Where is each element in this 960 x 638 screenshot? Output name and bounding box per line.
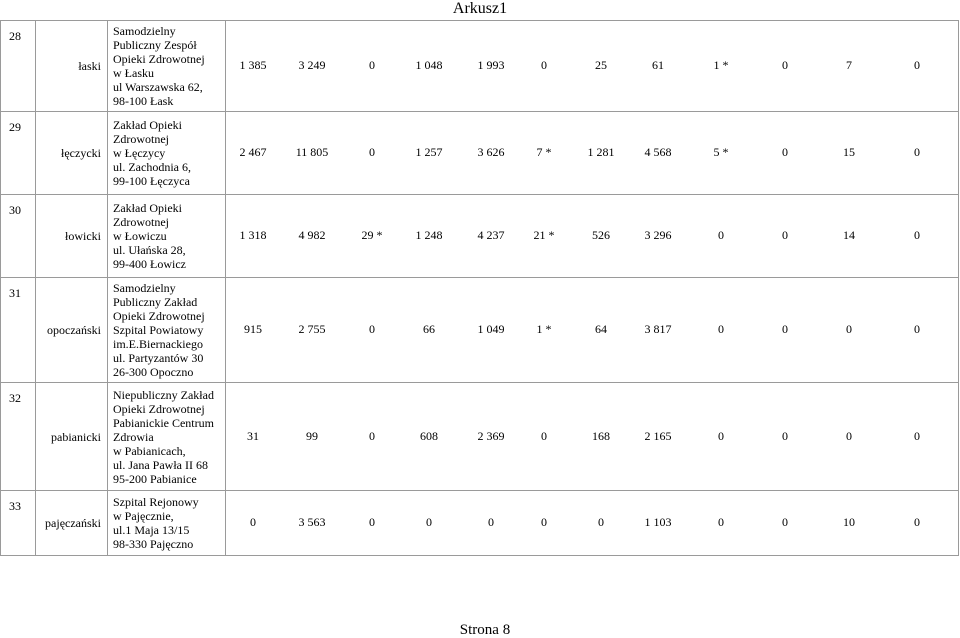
value-1: 31	[247, 428, 259, 443]
values-row	[226, 515, 958, 531]
value-12: 0	[914, 515, 920, 529]
value-9: 0	[718, 228, 724, 242]
value-11: 15	[843, 145, 855, 159]
value-5: 0	[488, 515, 494, 529]
address-line: Pabianickie Centrum	[113, 415, 214, 430]
value-4: 0	[426, 515, 432, 529]
value-6: 0	[541, 515, 547, 529]
value-7: 526	[592, 228, 610, 242]
address-line: Zdrowotnej	[113, 132, 169, 146]
value-11: 0	[846, 322, 852, 336]
value-4: 1 257	[415, 145, 443, 159]
value-6: 21 *	[533, 228, 555, 242]
address-line: Szpital Rejonowy	[113, 495, 199, 509]
value-9: 1 *	[713, 58, 729, 72]
values-row	[226, 429, 958, 445]
address-line: w Pajęcznie,	[113, 509, 174, 523]
value-3: 0	[369, 515, 375, 529]
page-footer: Strona 8	[459, 622, 511, 638]
values-cell	[226, 112, 959, 195]
address-line: Zdrowia	[113, 429, 154, 444]
value-2: 3 249	[298, 58, 326, 72]
address-line: 99-100 Łęczyca	[113, 174, 190, 188]
value-11: 10	[843, 515, 855, 529]
powiat-name: opoczański	[36, 278, 108, 383]
value-5: 1 993	[477, 58, 505, 72]
address-line: Szpital Powiatowy	[113, 323, 204, 337]
value-12: 0	[914, 145, 920, 159]
value-2: 2 755	[298, 322, 326, 336]
value-1: 915	[244, 322, 262, 336]
powiat-name: łęczycki	[36, 112, 108, 195]
table-row	[1, 112, 959, 195]
data-table	[0, 20, 959, 556]
address-line: ul. Ułańska 28,	[113, 243, 186, 257]
value-10: 0	[782, 515, 788, 529]
address-line: ul. Jana Pawła II 68	[113, 457, 208, 472]
value-12: 0	[914, 322, 920, 336]
value-12: 0	[914, 58, 920, 72]
value-11: 7	[846, 58, 852, 72]
address-line: Publiczny Zakład	[113, 295, 198, 309]
values-row	[226, 145, 958, 161]
value-8: 61	[652, 58, 664, 72]
value-5: 4 237	[477, 228, 505, 242]
value-10: 0	[782, 322, 788, 336]
facility-address	[108, 383, 226, 491]
values-row	[226, 228, 958, 244]
address-line: ul. Partyzantów 30	[113, 351, 204, 365]
values-row	[226, 58, 958, 74]
value-7: 0	[598, 515, 604, 529]
table-row	[1, 195, 959, 278]
value-6: 0	[541, 428, 547, 443]
value-3: 0	[369, 322, 375, 336]
value-4: 66	[423, 322, 435, 336]
value-6: 7 *	[536, 145, 552, 159]
facility-address	[108, 491, 226, 556]
value-4: 608	[420, 428, 438, 443]
table-row	[1, 278, 959, 383]
address-line: im.E.Biernackiego	[113, 337, 203, 351]
address-line: Zdrowotnej	[113, 215, 169, 229]
value-2: 4 982	[298, 228, 326, 242]
values-cell	[226, 195, 959, 278]
row-number: 28	[1, 21, 36, 112]
values-row	[226, 322, 958, 338]
value-3: 0	[369, 428, 375, 443]
table-row	[1, 21, 959, 112]
value-9: 0	[718, 322, 724, 336]
value-3: 0	[369, 145, 375, 159]
value-11: 14	[843, 228, 855, 242]
value-6: 0	[541, 58, 547, 72]
values-cell	[226, 278, 959, 383]
address-line: 26-300 Opoczno	[113, 365, 194, 379]
value-1: 1 385	[239, 58, 267, 72]
address-line: Zakład Opieki	[113, 201, 182, 215]
value-11: 0	[846, 428, 852, 443]
facility-address	[108, 278, 226, 383]
values-cell	[226, 383, 959, 491]
value-12: 0	[914, 228, 920, 242]
address-line: Publiczny Zespół	[113, 38, 197, 52]
value-1: 1 318	[239, 228, 267, 242]
address-line: 95-200 Pabianice	[113, 471, 197, 486]
facility-address	[108, 21, 226, 112]
value-8: 1 103	[644, 515, 672, 529]
address-line: ul.1 Maja 13/15	[113, 523, 190, 537]
address-line: Samodzielny	[113, 281, 176, 295]
row-number: 32	[1, 383, 36, 491]
address-line: Opieki Zdrowotnej	[113, 401, 205, 416]
row-number: 33	[1, 491, 36, 556]
value-10: 0	[782, 58, 788, 72]
value-1: 0	[250, 515, 256, 529]
powiat-name: pajęczański	[36, 491, 108, 556]
value-7: 1 281	[587, 145, 615, 159]
value-8: 4 568	[644, 145, 672, 159]
address-line: w Łasku	[113, 66, 154, 80]
value-5: 3 626	[477, 145, 505, 159]
address-line: ul Warszawska 62,	[113, 80, 203, 94]
value-10: 0	[782, 145, 788, 159]
row-number: 30	[1, 195, 36, 278]
address-line: Opieki Zdrowotnej	[113, 309, 205, 323]
value-3: 0	[369, 58, 375, 72]
value-1: 2 467	[239, 145, 267, 159]
value-7: 25	[595, 58, 607, 72]
value-10: 0	[782, 228, 788, 242]
address-line: Opieki Zdrowotnej	[113, 52, 205, 66]
address-line: w Pabianicach,	[113, 443, 186, 458]
value-10: 0	[782, 428, 788, 443]
address-line: 99-400 Łowicz	[113, 257, 186, 271]
row-number: 31	[1, 278, 36, 383]
address-line: 98-330 Pajęczno	[113, 537, 194, 551]
address-line: Samodzielny	[113, 24, 176, 38]
address-line: 98-100 Łask	[113, 94, 174, 108]
values-cell	[226, 21, 959, 112]
value-3: 29 *	[361, 228, 383, 242]
row-number: 29	[1, 112, 36, 195]
value-8: 3 817	[644, 322, 672, 336]
powiat-name: łowicki	[36, 195, 108, 278]
value-2: 99	[306, 428, 318, 443]
address-line: ul. Zachodnia 6,	[113, 160, 191, 174]
value-4: 1 248	[415, 228, 443, 242]
value-9: 0	[718, 515, 724, 529]
value-7: 168	[592, 428, 610, 443]
values-cell	[226, 491, 959, 556]
value-7: 64	[595, 322, 607, 336]
powiat-name: pabianicki	[36, 383, 108, 491]
address-line: Niepubliczny Zakład	[113, 387, 214, 402]
sheet-title: Arkusz1	[452, 0, 508, 17]
value-12: 0	[914, 428, 920, 443]
value-8: 2 165	[644, 428, 672, 443]
value-2: 11 805	[295, 145, 329, 159]
value-5: 2 369	[477, 428, 505, 443]
address-line: w Łęczycy	[113, 146, 166, 160]
table-row	[1, 491, 959, 556]
value-5: 1 049	[477, 322, 505, 336]
address-line: w Łowiczu	[113, 229, 167, 243]
facility-address	[108, 195, 226, 278]
value-9: 0	[718, 428, 724, 443]
facility-address	[108, 112, 226, 195]
value-8: 3 296	[644, 228, 672, 242]
table-row	[1, 383, 959, 491]
address-line: Zakład Opieki	[113, 118, 182, 132]
value-9: 5 *	[713, 145, 729, 159]
value-4: 1 048	[415, 58, 443, 72]
value-6: 1 *	[536, 322, 552, 336]
value-2: 3 563	[298, 515, 326, 529]
powiat-name: łaski	[36, 21, 108, 112]
